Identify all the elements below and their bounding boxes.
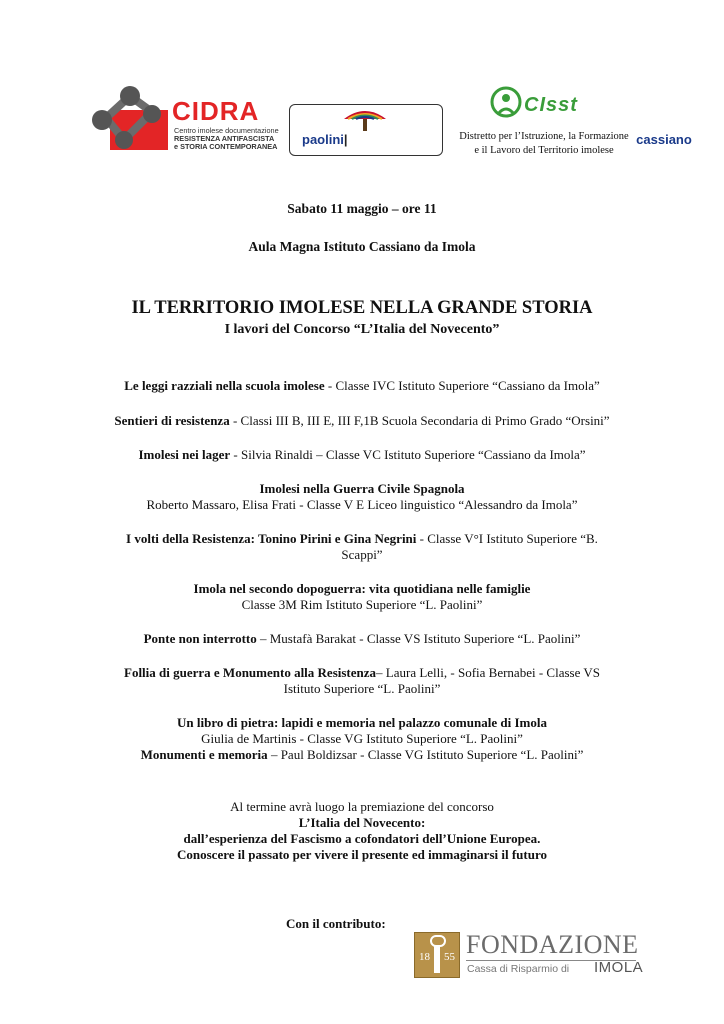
work-title: Follia di guerra e Monumento alla Resistenza bbox=[124, 665, 377, 680]
founding-year-left: 18 bbox=[419, 951, 430, 963]
work-details: - Silvia Rinaldi – Classe VC Istituto Superiore “Cassiano da Imola” bbox=[230, 447, 586, 462]
fondazione-logo bbox=[414, 929, 644, 981]
logo-separator: | bbox=[343, 132, 348, 147]
distretto-logo bbox=[444, 82, 644, 162]
cidra-subtitle bbox=[174, 127, 292, 151]
fondazione-city: IMOLA bbox=[594, 959, 644, 976]
work-item bbox=[60, 413, 664, 429]
work-item bbox=[60, 581, 664, 613]
work-details-continued: Istituto Superiore “L. Paolini” bbox=[283, 681, 441, 696]
work-details: - Classe IVC Istituto Superiore “Cassiano da Imola” bbox=[324, 378, 600, 393]
work-details: – Mustafà Barakat - Classe VS Istituto Superiore “L. Paolini” bbox=[256, 631, 581, 646]
distretto-description-line: e il Lavoro del Territorio imolese bbox=[474, 145, 614, 156]
work-item bbox=[60, 715, 664, 763]
sponsor-label: Con il contributo: bbox=[286, 916, 386, 931]
closing-block bbox=[60, 799, 664, 863]
work-details-continued: Scappi” bbox=[341, 547, 383, 562]
work-item bbox=[60, 481, 664, 513]
event-subtitle: I lavori del Concorso “L’Italia del Novecento” bbox=[224, 322, 500, 337]
event-title: IL TERRITORIO IMOLESE NELLA GRANDE STORIA bbox=[131, 298, 593, 318]
fondazione-cassa: Cassa di Risparmio di bbox=[467, 963, 570, 975]
distretto-wordmark: CIsst bbox=[524, 94, 578, 116]
work-title: Imola nel secondo dopoguerra: vita quotidiana nelle famiglie bbox=[193, 581, 531, 596]
fondazione-name: FONDAZIONE bbox=[466, 930, 639, 959]
work-item bbox=[60, 531, 664, 563]
distretto-description-line: Distretto per l’Istruzione, la Formazione bbox=[459, 131, 629, 142]
work-details: - Classe V°I Istituto Superiore “B. bbox=[416, 531, 598, 546]
closing-intro: Al termine avrà luogo la premiazione del concorso bbox=[230, 799, 494, 814]
cassiano-name: cassiano bbox=[636, 132, 692, 147]
fondazione-emblem-icon bbox=[414, 932, 460, 978]
contest-theme: dall’esperienza del Fascismo a cofondatori dell’Unione Europea. bbox=[183, 831, 541, 846]
cidra-emblem-icon bbox=[88, 82, 172, 160]
work-details: Roberto Massaro, Elisa Frati - Classe V E Liceo linguistico “Alessandro da Imola” bbox=[146, 497, 578, 512]
cidra-subtitle-line: RESISTENZA ANTIFASCISTA bbox=[174, 134, 275, 143]
contest-motto: Conoscere il passato per vivere il presente ed immaginarsi il futuro bbox=[177, 847, 547, 862]
work-details: Giulia de Martinis - Classe VG Istituto Superiore “L. Paolini” bbox=[201, 731, 523, 746]
founding-year-right: 55 bbox=[444, 951, 455, 963]
work-details: Classe 3M Rim Istituto Superiore “L. Paolini” bbox=[241, 597, 483, 612]
work-title: Sentieri di resistenza bbox=[114, 413, 230, 428]
work-title: Monumenti e memoria bbox=[140, 747, 268, 762]
work-title: I volti della Resistenza: Tonino Pirini e Gina Negrini bbox=[126, 531, 417, 546]
work-item bbox=[60, 378, 664, 394]
cidra-subtitle-line: Centro imolese documentazione bbox=[174, 126, 279, 135]
key-head bbox=[430, 935, 446, 947]
cidra-subtitle-line: e STORIA CONTEMPORANEA bbox=[174, 142, 278, 151]
work-item bbox=[60, 631, 664, 647]
work-title: Un libro di pietra: lapidi e memoria nel palazzo comunale di Imola bbox=[177, 715, 547, 730]
contest-name: L’Italia del Novecento: bbox=[298, 815, 426, 830]
work-details: – Laura Lelli, - Sofia Bernabei - Classe VS bbox=[376, 665, 600, 680]
work-title: Imolesi nei lager bbox=[138, 447, 231, 462]
tree-icon bbox=[342, 109, 388, 131]
distretto-emblem-icon bbox=[488, 86, 524, 120]
work-item bbox=[60, 447, 664, 463]
work-title: Ponte non interrotto bbox=[143, 631, 257, 646]
paolini-name: paolini bbox=[302, 132, 344, 147]
distretto-description bbox=[446, 130, 642, 158]
work-item bbox=[60, 665, 664, 697]
event-venue: Aula Magna Istituto Cassiano da Imola bbox=[248, 239, 476, 254]
cidra-wordmark: CIDRA bbox=[172, 96, 260, 126]
event-date: Sabato 11 maggio – ore 11 bbox=[287, 201, 437, 216]
work-details: – Paul Boldizsar - Classe VG Istituto Superiore “L. Paolini” bbox=[267, 747, 584, 762]
logo-row bbox=[0, 82, 724, 162]
cidra-logo bbox=[88, 82, 288, 160]
work-title: Imolesi nella Guerra Civile Spagnola bbox=[259, 481, 465, 496]
work-title: Le leggi razziali nella scuola imolese bbox=[124, 378, 325, 393]
work-details: - Classi III B, III E, III F,1B Scuola Secondaria di Primo Grado “Orsini” bbox=[229, 413, 610, 428]
